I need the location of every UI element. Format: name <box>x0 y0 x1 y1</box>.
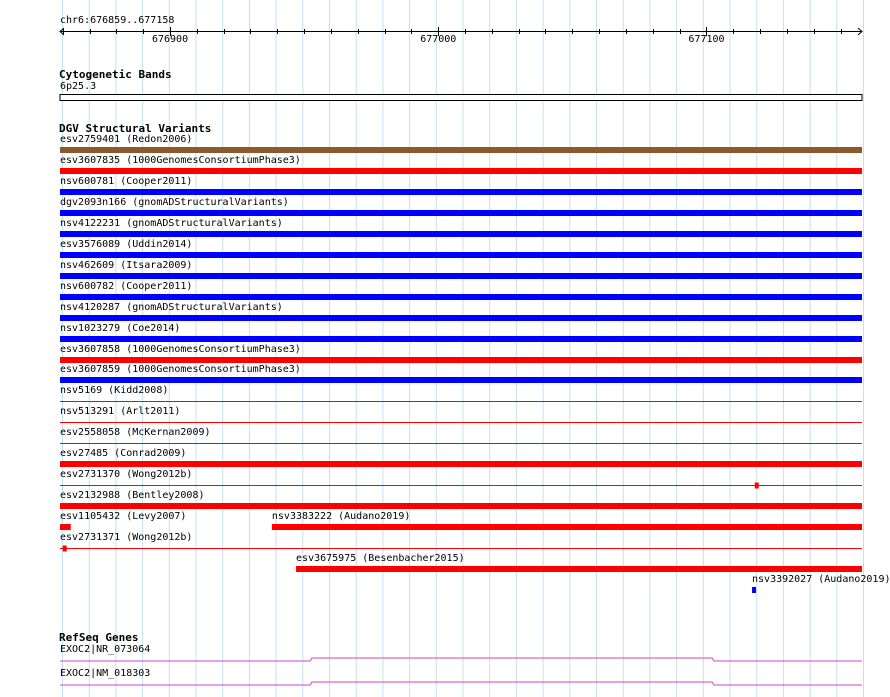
dgv-feature-bar[interactable] <box>60 315 862 321</box>
dgv-feature-bar[interactable] <box>60 168 862 174</box>
dgv-feature-label[interactable]: nsv600781 (Cooper2011) <box>60 175 193 187</box>
dgv-feature-label[interactable]: nsv4122231 (gnomADStructuralVariants) <box>60 217 283 229</box>
cytoband-track-title: Cytogenetic Bands <box>59 68 172 81</box>
ruler-tick-label: 677100 <box>688 34 725 45</box>
dgv-feature-label[interactable]: esv1105432 (Levy2007) <box>60 511 187 523</box>
dgv-feature-label[interactable]: nsv4120287 (gnomADStructuralVariants) <box>60 301 283 313</box>
dgv-feature-block[interactable] <box>755 483 759 489</box>
cytoband-bar[interactable] <box>0 92 890 104</box>
dgv-feature-bar[interactable] <box>60 231 862 237</box>
refseq-gene-line[interactable] <box>60 682 862 685</box>
dgv-feature-label[interactable]: esv3607835 (1000GenomesConsortiumPhase3) <box>60 154 301 166</box>
location-label: chr6:676859..677158 <box>60 15 175 26</box>
dgv-feature-block[interactable] <box>63 546 67 552</box>
refseq-gene-label[interactable]: EXOC2|NR_073064 <box>60 644 151 655</box>
dgv-feature-bar[interactable] <box>752 587 756 593</box>
dgv-feature-label[interactable]: esv2759401 (Redon2006) <box>60 134 193 145</box>
dgv-track-title: DGV Structural Variants <box>59 122 212 135</box>
dgv-feature-bar[interactable] <box>60 252 862 258</box>
dgv-feature-bar[interactable] <box>60 294 862 300</box>
dgv-feature-bar[interactable] <box>60 357 862 363</box>
dgv-feature-label[interactable]: nsv1023279 (Coe2014) <box>60 322 181 334</box>
dgv-feature-bar[interactable] <box>60 210 862 216</box>
dgv-feature-bar[interactable] <box>272 524 862 530</box>
dgv-feature-label[interactable]: esv2731370 (Wong2012b) <box>60 469 193 481</box>
dgv-feature-label[interactable]: nsv3383222 (Audano2019) <box>271 511 411 523</box>
dgv-feature-bar[interactable] <box>60 377 862 383</box>
dgv-feature-label[interactable]: esv3675975 (Besenbacher2015) <box>296 553 465 564</box>
refseq-track-title: RefSeq Genes <box>59 631 139 644</box>
refseq-gene-model[interactable] <box>0 679 890 689</box>
dgv-feature-bar[interactable] <box>60 336 862 342</box>
dgv-feature-label[interactable]: esv2558058 (McKernan2009) <box>60 427 211 439</box>
dgv-feature-label[interactable]: dgv2093n166 (gnomADStructuralVariants) <box>60 196 289 208</box>
cytoband-6p25-3[interactable] <box>60 95 862 101</box>
dgv-feature-label[interactable]: esv3607859 (1000GenomesConsortiumPhase3) <box>60 364 301 376</box>
dgv-feature-label[interactable]: esv2731371 (Wong2012b) <box>60 532 193 544</box>
dgv-feature-label[interactable]: nsv462609 (Itsara2009) <box>60 259 193 271</box>
dgv-feature-bar[interactable] <box>60 147 862 153</box>
dgv-feature-label[interactable]: esv3576089 (Uddin2014) <box>60 238 193 250</box>
ruler-tick-label: 676900 <box>151 34 189 45</box>
ruler-tick-label: 677000 <box>420 34 457 45</box>
dgv-feature-label[interactable]: nsv3392027 (Audano2019) <box>752 573 890 585</box>
dgv-feature-bar[interactable] <box>60 503 862 509</box>
dgv-feature-bar[interactable] <box>60 461 862 467</box>
dgv-feature-label[interactable]: nsv513291 (Arlt2011) <box>60 406 181 418</box>
dgv-feature-label[interactable]: nsv5169 (Kidd2008) <box>60 385 169 397</box>
dgv-feature-label[interactable]: nsv600782 (Cooper2011) <box>60 280 193 292</box>
dgv-feature-glyph[interactable] <box>0 586 890 596</box>
refseq-gene-label[interactable]: EXOC2|NM_018303 <box>60 668 151 679</box>
dgv-feature-label[interactable]: esv27485 (Conrad2009) <box>60 448 187 460</box>
dgv-feature-bar[interactable] <box>296 566 862 572</box>
dgv-feature-label[interactable]: esv3607858 (1000GenomesConsortiumPhase3) <box>60 343 301 355</box>
refseq-gene-line[interactable] <box>60 658 862 661</box>
dgv-feature-bar[interactable] <box>60 189 862 195</box>
cytoband-label: 6p25.3 <box>60 81 97 92</box>
refseq-gene-model[interactable] <box>0 655 890 665</box>
dgv-feature-label[interactable]: esv2132988 (Bentley2008) <box>60 490 205 502</box>
dgv-feature-bar[interactable] <box>60 273 862 279</box>
